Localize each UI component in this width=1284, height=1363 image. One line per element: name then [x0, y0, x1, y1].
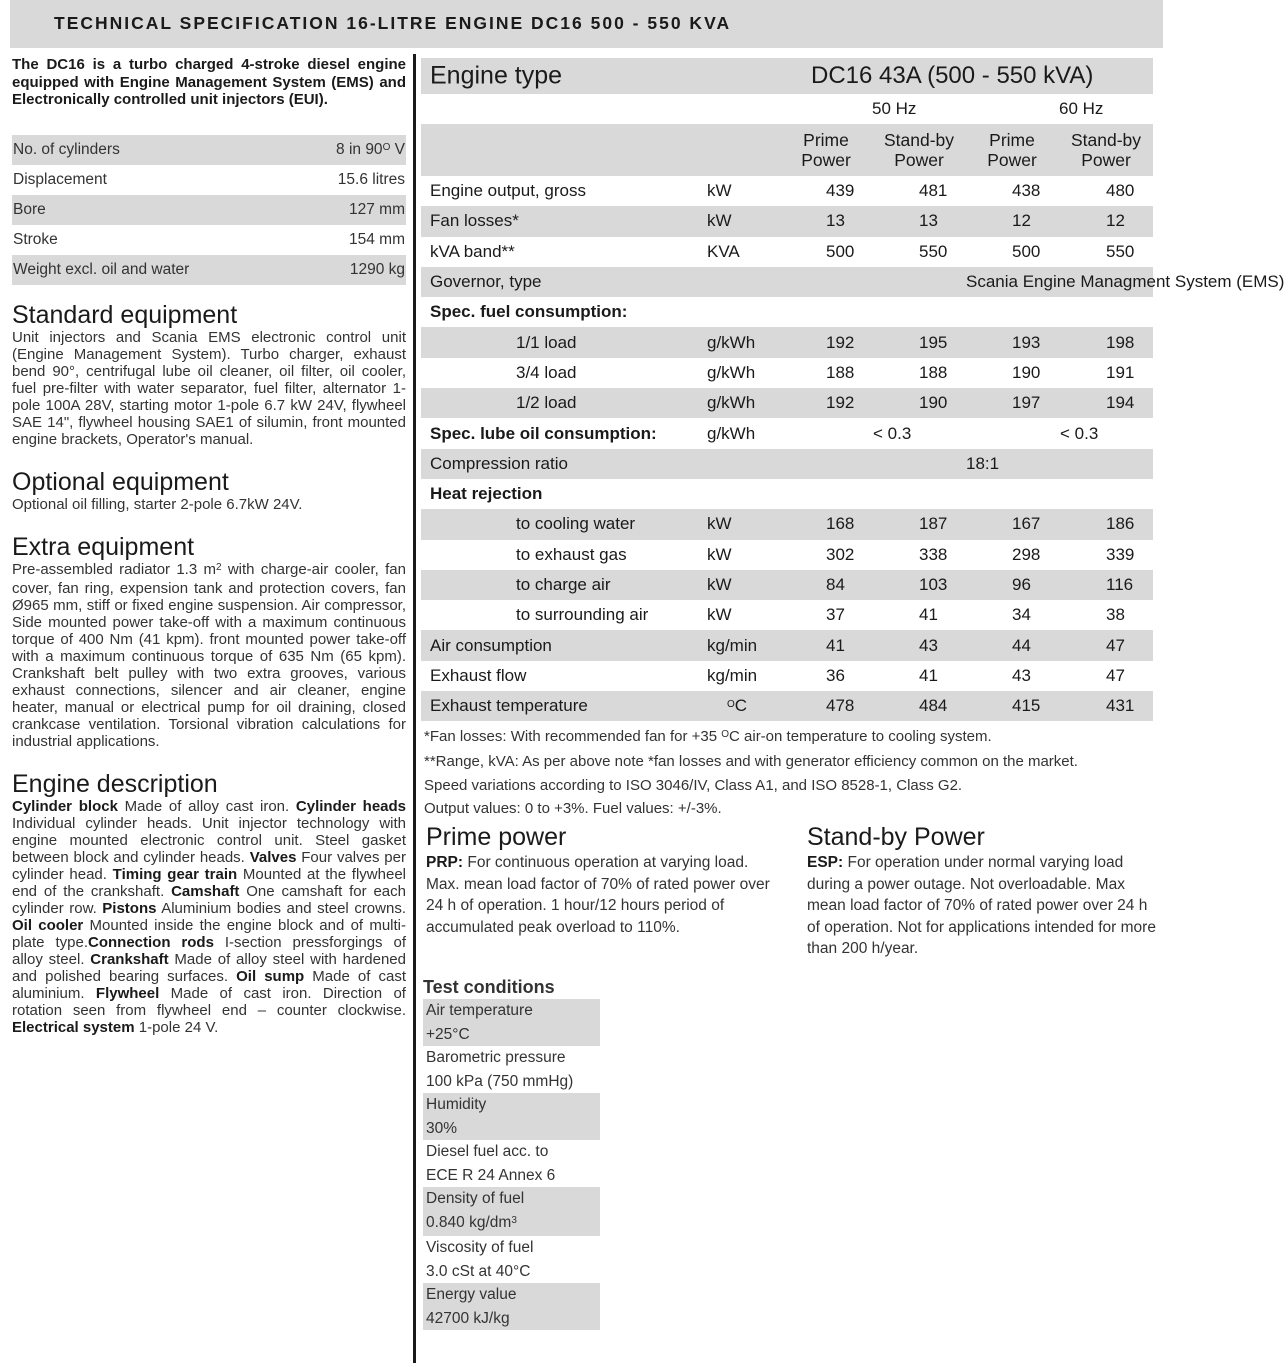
table-row	[421, 630, 1153, 660]
component-description: One camshaft for each cylinder row.	[12, 882, 406, 917]
cell-value: 194	[1106, 393, 1135, 413]
document-title: TECHNICAL SPECIFICATION 16-LITRE ENGINE DC16 500 - 550 KVA	[54, 13, 732, 33]
cell-value: 96	[1012, 575, 1031, 594]
cell-value: 13	[919, 211, 938, 231]
row-unit: kW	[707, 211, 732, 231]
engine-description-text	[12, 798, 406, 1036]
cell-value: 41	[826, 635, 845, 655]
spec-label: Stroke	[13, 230, 58, 248]
cell-value: 478	[826, 696, 855, 716]
intro-text: The DC16 is a turbo charged 4-stroke diesel engine equipped with Engine Management System (EMS) and Electronically controlled unit injectors (EUI).	[12, 56, 406, 108]
cell-value: 34	[1012, 605, 1031, 625]
row-label: kVA band**	[430, 241, 515, 261]
hz60-label: 60 Hz	[1059, 99, 1104, 118]
row-label: Heat rejection	[430, 484, 543, 504]
row-label: Spec. fuel consumption:	[430, 302, 628, 322]
engine-data-table	[421, 58, 1284, 721]
cell-value: 36	[826, 665, 845, 685]
cell-value: 37	[826, 605, 845, 625]
component-description: 1-pole 24 V.	[134, 1018, 219, 1036]
table-row	[421, 570, 1153, 600]
cell-value: 38	[1106, 605, 1125, 625]
spec-label: No. of cylinders	[13, 140, 120, 158]
component-description: Mounted inside the engine block and of multi-plate type.	[12, 916, 406, 951]
note-fan-losses: *Fan losses: With recommended fan for +35 $^O$C air-on temperature to cooling system.	[424, 728, 992, 745]
cell-value: 188	[826, 362, 855, 382]
component-description: Aluminium bodies and steel crowns.	[156, 899, 406, 917]
cell-value: 41	[919, 605, 938, 625]
prime-power-50-header: Prime Power	[801, 130, 851, 170]
cell-value: < 0.3	[1060, 423, 1099, 443]
cell-value: 190	[1012, 362, 1041, 382]
cell-value: 47	[1106, 665, 1125, 685]
component-name: Camshaft	[171, 882, 240, 900]
row-label: Engine output, gross	[430, 181, 586, 201]
component-name: Pistons	[102, 899, 157, 917]
column-divider	[413, 54, 416, 1363]
cell-value: 431	[1106, 696, 1135, 716]
row-label: to cooling water	[516, 514, 636, 534]
row-label: Exhaust flow	[430, 665, 527, 685]
fuel-consumption-heading-row	[421, 297, 1153, 327]
cell-value: 47	[1106, 635, 1125, 655]
row-unit: kW	[707, 181, 732, 201]
component-description: Made of alloy cast iron.	[117, 797, 296, 815]
prime-power-section	[426, 822, 781, 938]
cell-value: Scania Engine Managment System (EMS)	[966, 272, 1284, 292]
cell-value: 439	[826, 181, 855, 201]
cell-value: 438	[1012, 181, 1041, 201]
cell-value: 18:1	[966, 453, 1000, 473]
spec-label: Displacement	[13, 170, 107, 188]
cell-value: 190	[919, 393, 948, 413]
row-unit: kW	[707, 575, 732, 594]
row-label: Fan losses*	[430, 211, 519, 231]
cell-value: 44	[1012, 635, 1031, 655]
cell-value: 191	[1106, 362, 1135, 382]
cell-value: 12	[1106, 211, 1125, 231]
row-label: Spec. lube oil consumption:	[430, 423, 657, 443]
extra-equipment-heading: Extra equipment	[12, 532, 195, 561]
cell-value: 481	[919, 181, 948, 201]
spec-row-cylinders	[12, 135, 406, 165]
note-output: Output values: 0 to +3%. Fuel values: +/-3%.	[424, 799, 722, 817]
cell-value: 302	[826, 544, 855, 564]
cell-value: 192	[826, 393, 855, 413]
cell-value: 43	[919, 635, 938, 655]
engine-description-heading: Engine description	[12, 769, 218, 798]
standby-power-text: ESP: For operation under normal varying load during a power outage. Not overloadable. Max mean load factor of 70% of rated power over 24 h of operation. Not for applications intended for more than 200 h/year.	[807, 854, 1156, 957]
cell-value: 167	[1012, 514, 1041, 534]
row-label: to charge air	[516, 575, 611, 594]
spec-value: 154 mm	[349, 230, 405, 248]
component-description: Individual cylinder heads. Unit injector technology with engine mounted electronic control unit. Steel gasket between block and cylinder heads.	[12, 814, 406, 866]
cell-value: 415	[1012, 696, 1041, 716]
row-label: 1/2 load	[516, 393, 577, 413]
cell-value: 12	[1012, 211, 1031, 231]
cell-value: 192	[826, 332, 855, 352]
cell-value: 193	[1012, 332, 1041, 352]
component-description: Made of alloy steel with hardened and polished bearing surfaces.	[12, 950, 406, 985]
left-column	[12, 56, 406, 1036]
cell-value: 13	[826, 211, 845, 231]
test-item-density: Density of fuel 0.840 $kg/dm^3$	[423, 1187, 600, 1236]
engine-model: DC16 43A (500 - 550 kVA)	[811, 62, 1094, 89]
frequency-header-row	[421, 94, 1153, 124]
row-label: Exhaust temperature	[430, 696, 588, 716]
spec-label: Bore	[13, 200, 46, 218]
cell-value: 186	[1106, 514, 1135, 534]
component-description: I-section pressforgings of alloy steel.	[12, 933, 406, 968]
standard-equipment-heading: Standard equipment	[12, 300, 238, 329]
row-unit: kg/min	[707, 635, 758, 655]
power-type-header-row	[421, 124, 1153, 176]
row-unit: g/kWh	[707, 332, 756, 352]
component-name: Timing gear train	[112, 865, 238, 883]
table-row	[421, 237, 1153, 267]
component-description: Made of cast iron. Direction of rotation seen from flywheel end – counter clockwise.	[12, 984, 406, 1019]
engine-type-row	[421, 58, 1153, 94]
cell-value: 195	[919, 332, 948, 352]
cell-value: < 0.3	[873, 423, 912, 443]
row-unit: KVA	[707, 241, 740, 261]
cell-value: 84	[826, 575, 845, 594]
hz50-label: 50 Hz	[872, 99, 917, 118]
cell-value: 43	[1012, 665, 1031, 685]
component-description: Made of cast aluminium.	[12, 967, 406, 1002]
note-speed: Speed variations according to ISO 3046/IV, Class A1, and ISO 8528-1, Class G2.	[424, 776, 963, 794]
component-name: Crankshaft	[90, 950, 169, 968]
test-item-barometric-pressure: Barometric pressure 100 kPa (750 mmHg)	[426, 1049, 574, 1090]
table-row	[421, 206, 1153, 236]
lube-oil-row	[421, 418, 1153, 448]
spec-value: 8 in $90^O$ V	[336, 140, 405, 158]
row-unit: kW	[707, 544, 732, 564]
spec-row-stroke	[12, 225, 406, 255]
heat-rejection-heading-row	[421, 479, 1153, 509]
row-label: Compression ratio	[430, 453, 568, 473]
cell-value: 168	[826, 514, 855, 534]
cell-value: 484	[919, 696, 948, 716]
component-name: Oil sump	[236, 967, 305, 985]
component-description: Mounted at the flywheel end of the crankshaft.	[12, 865, 406, 900]
spec-row-bore	[12, 195, 406, 225]
optional-equipment-text: Optional oil filling, starter 2-pole 6.7kW 24V.	[12, 495, 303, 513]
cell-value: 197	[1012, 393, 1041, 413]
test-item-humidity: Humidity 30%	[423, 1093, 600, 1140]
prime-power-60-header: Prime Power	[987, 130, 1037, 170]
table-row	[421, 691, 1153, 721]
cell-value: 116	[1106, 575, 1134, 594]
component-name: Electrical system	[12, 1018, 135, 1036]
row-unit: kW	[707, 605, 732, 625]
spec-row-displacement	[12, 165, 406, 195]
standby-power-60-header: Stand-by Power	[1070, 130, 1142, 170]
row-label: 1/1 load	[516, 332, 577, 352]
spec-value: 1290 kg	[349, 260, 405, 278]
component-name: Oil cooler	[12, 916, 84, 934]
standby-power-section	[807, 822, 1157, 960]
cell-value: 339	[1106, 544, 1135, 564]
row-label: Air consumption	[430, 635, 552, 655]
test-item-air-temperature: Air temperature +25°C	[423, 999, 600, 1046]
cell-value: 500	[826, 241, 855, 261]
header-bar	[10, 0, 1163, 48]
optional-equipment-heading: Optional equipment	[12, 467, 229, 496]
row-unit: $^O$ C	[727, 696, 748, 716]
note-range: **Range, kVA: As per above note *fan losses and with generator efficiency common on the market.	[424, 753, 1078, 771]
extra-equipment-text: Pre-assembled radiator 1.3 $m^2$ with charge-air cooler, fan cover, fan ring, expension tank and protection covers, fan Ø965 mm, stiff or fixed engine suspension. Air compressor, Side mounted power take-off with a maximum continuous torque of 400 Nm (41 kpm). front mounted power take-off with a maximum continuous torque of 635 Nm (65 kpm). Crankshaft belt pulley with two extra grooves, various exhaust connections, silencer and air cleaner, engine heater, manual or electrical pump for oil draining, closed crankcase ventilation. Torsional vibration calculations for industrial applications.	[12, 560, 406, 750]
row-label: Governor, type	[430, 272, 542, 292]
table-row	[421, 509, 1153, 539]
row-unit: kW	[707, 514, 732, 534]
test-item-energy-value: Energy value 42700 kJ/kg	[423, 1283, 600, 1330]
component-name: Cylinder heads	[295, 797, 407, 815]
cell-value: 480	[1106, 181, 1135, 201]
table-notes	[424, 725, 1154, 820]
row-label: to surrounding air	[516, 605, 649, 625]
row-unit: g/kWh	[707, 423, 756, 443]
cell-value: 187	[919, 514, 948, 534]
row-unit: kg/min	[707, 665, 758, 685]
cell-value: O	[727, 699, 735, 711]
component-name: Valves	[249, 848, 297, 866]
standard-equipment-text: Unit injectors and Scania EMS electronic control unit (Engine Management System). Turbo charger, exhaust bend 90°, centrifugal lube oil cleaner, oil filter, oil cooler, fuel pre-filter with water separator, fuel filter, alternator 1-pole 100A 28V, starting motor 1-pole 6.7 kW 24V, flywheel SAE 14", flywheel housing SAE1 of silumin, front mounted engine brackets, Operator's manual.	[12, 328, 406, 448]
standby-power-heading: Stand-by Power	[807, 823, 985, 851]
table-row	[421, 327, 1153, 357]
engine-type-label: Engine type	[430, 61, 563, 90]
spec-label: Weight excl. oil and water	[13, 260, 190, 278]
spec-value: 15.6 litres	[337, 170, 405, 188]
row-unit: g/kWh	[707, 393, 756, 413]
prime-power-heading: Prime power	[426, 823, 567, 851]
table-row	[421, 600, 1153, 630]
cell-value: 550	[1106, 241, 1135, 261]
component-name: Connection rods	[88, 933, 214, 951]
basic-spec-list	[12, 135, 406, 285]
spec-row-weight	[12, 255, 406, 285]
cell-value: 103	[919, 575, 948, 594]
component-name: Flywheel	[95, 984, 160, 1002]
table-row	[421, 661, 1153, 691]
test-conditions-heading: Test conditions	[423, 977, 555, 997]
spec-value: 127 mm	[349, 200, 405, 218]
component-description: Four valves per cylinder head.	[12, 848, 406, 883]
compression-ratio-row	[421, 449, 1153, 479]
row-label: 3/4 load	[516, 362, 577, 382]
test-item-diesel-fuel: Diesel fuel acc. to ECE R 24 Annex 6	[426, 1143, 556, 1184]
cell-value: 298	[1012, 544, 1041, 564]
table-row	[421, 176, 1153, 206]
component-name: Cylinder block	[12, 797, 118, 815]
cell-value: 188	[919, 362, 948, 382]
cell-value: 41	[919, 665, 938, 685]
cell-value: 550	[919, 241, 948, 261]
row-unit: g/kWh	[707, 362, 756, 382]
governor-row	[421, 267, 1284, 297]
test-item-viscosity: Viscosity of fuel 3.0 cSt at 40°C	[426, 1239, 534, 1280]
table-row	[421, 388, 1153, 418]
cell-value: 338	[919, 544, 948, 564]
row-label: to exhaust gas	[516, 544, 627, 564]
prime-power-text: PRP: For continuous operation at varying load. Max. mean load factor of 70% of rated power over 24 h of operation. 1 hour/12 hours period of accumulated peak overload to 110%.	[426, 854, 770, 936]
cell-value: 198	[1106, 332, 1135, 352]
standby-power-50-header: Stand-by Power	[883, 130, 955, 170]
table-row	[421, 540, 1153, 570]
table-row	[421, 358, 1153, 388]
cell-value: 500	[1012, 241, 1041, 261]
test-conditions	[423, 975, 600, 1330]
